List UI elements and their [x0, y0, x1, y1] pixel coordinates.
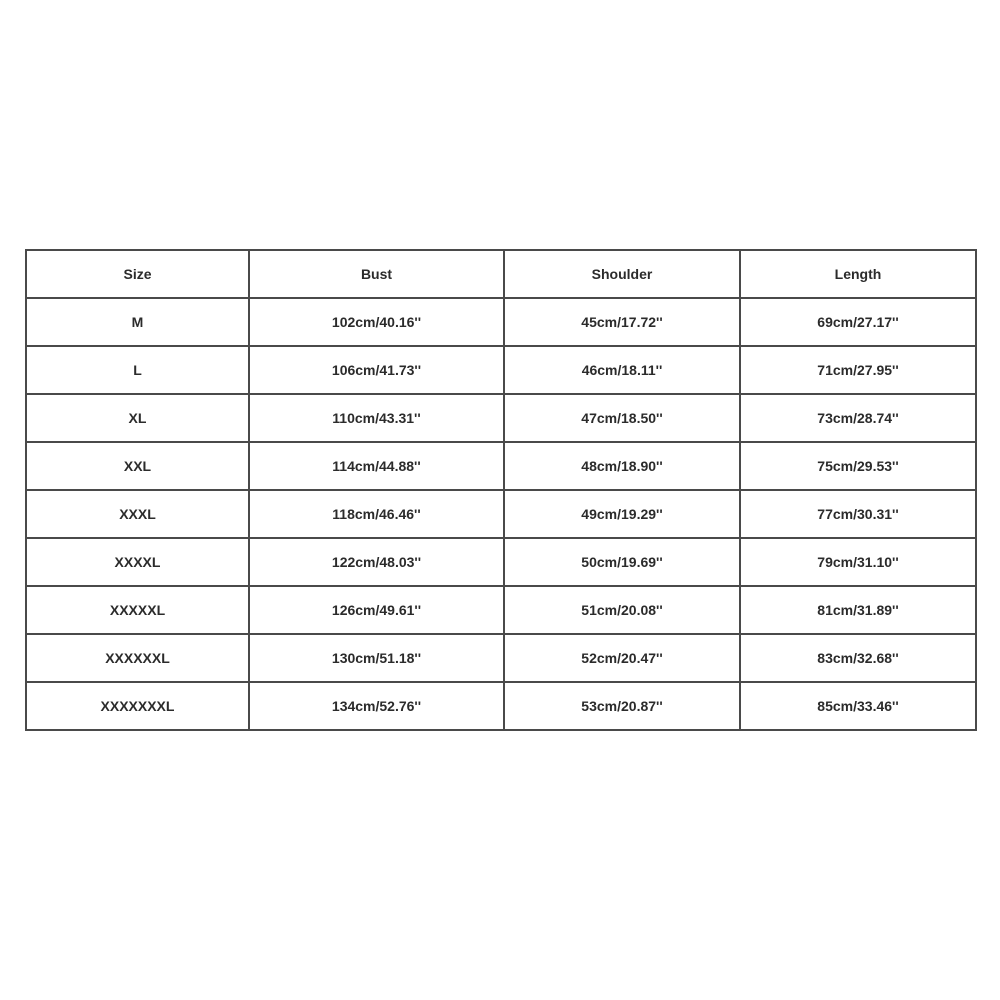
table-row: [26, 490, 976, 538]
cell-length: 83cm/32.68'': [740, 634, 976, 682]
header-bust: Bust: [249, 250, 504, 298]
cell-bust: 110cm/43.31'': [249, 394, 504, 442]
cell-shoulder: 52cm/20.47'': [504, 634, 740, 682]
cell-shoulder: 53cm/20.87'': [504, 682, 740, 730]
cell-length: 81cm/31.89'': [740, 586, 976, 634]
cell-size: XXXL: [26, 490, 249, 538]
cell-bust: 130cm/51.18'': [249, 634, 504, 682]
cell-bust: 114cm/44.88'': [249, 442, 504, 490]
table-row: [26, 394, 976, 442]
cell-bust: 122cm/48.03'': [249, 538, 504, 586]
cell-size: XL: [26, 394, 249, 442]
cell-length: 77cm/30.31'': [740, 490, 976, 538]
cell-bust: 106cm/41.73'': [249, 346, 504, 394]
cell-shoulder: 45cm/17.72'': [504, 298, 740, 346]
table-row: [26, 346, 976, 394]
table-row: [26, 634, 976, 682]
cell-shoulder: 48cm/18.90'': [504, 442, 740, 490]
table-row: [26, 298, 976, 346]
header-size: Size: [26, 250, 249, 298]
table-row: [26, 586, 976, 634]
table-row: [26, 682, 976, 730]
cell-length: 73cm/28.74'': [740, 394, 976, 442]
header-shoulder: Shoulder: [504, 250, 740, 298]
cell-length: 79cm/31.10'': [740, 538, 976, 586]
cell-bust: 134cm/52.76'': [249, 682, 504, 730]
cell-shoulder: 49cm/19.29'': [504, 490, 740, 538]
cell-size: L: [26, 346, 249, 394]
cell-bust: 118cm/46.46'': [249, 490, 504, 538]
cell-size: XXXXL: [26, 538, 249, 586]
cell-size: M: [26, 298, 249, 346]
cell-length: 71cm/27.95'': [740, 346, 976, 394]
cell-shoulder: 46cm/18.11'': [504, 346, 740, 394]
cell-size: XXXXXL: [26, 586, 249, 634]
cell-length: 85cm/33.46'': [740, 682, 976, 730]
cell-length: 75cm/29.53'': [740, 442, 976, 490]
table-row: [26, 538, 976, 586]
cell-bust: 126cm/49.61'': [249, 586, 504, 634]
cell-size: XXXXXXXL: [26, 682, 249, 730]
table-header-row: [26, 250, 976, 298]
cell-size: XXXXXXL: [26, 634, 249, 682]
header-length: Length: [740, 250, 976, 298]
size-chart-table: [25, 249, 977, 731]
table-row: [26, 442, 976, 490]
cell-length: 69cm/27.17'': [740, 298, 976, 346]
cell-bust: 102cm/40.16'': [249, 298, 504, 346]
cell-shoulder: 50cm/19.69'': [504, 538, 740, 586]
cell-size: XXL: [26, 442, 249, 490]
cell-shoulder: 47cm/18.50'': [504, 394, 740, 442]
cell-shoulder: 51cm/20.08'': [504, 586, 740, 634]
